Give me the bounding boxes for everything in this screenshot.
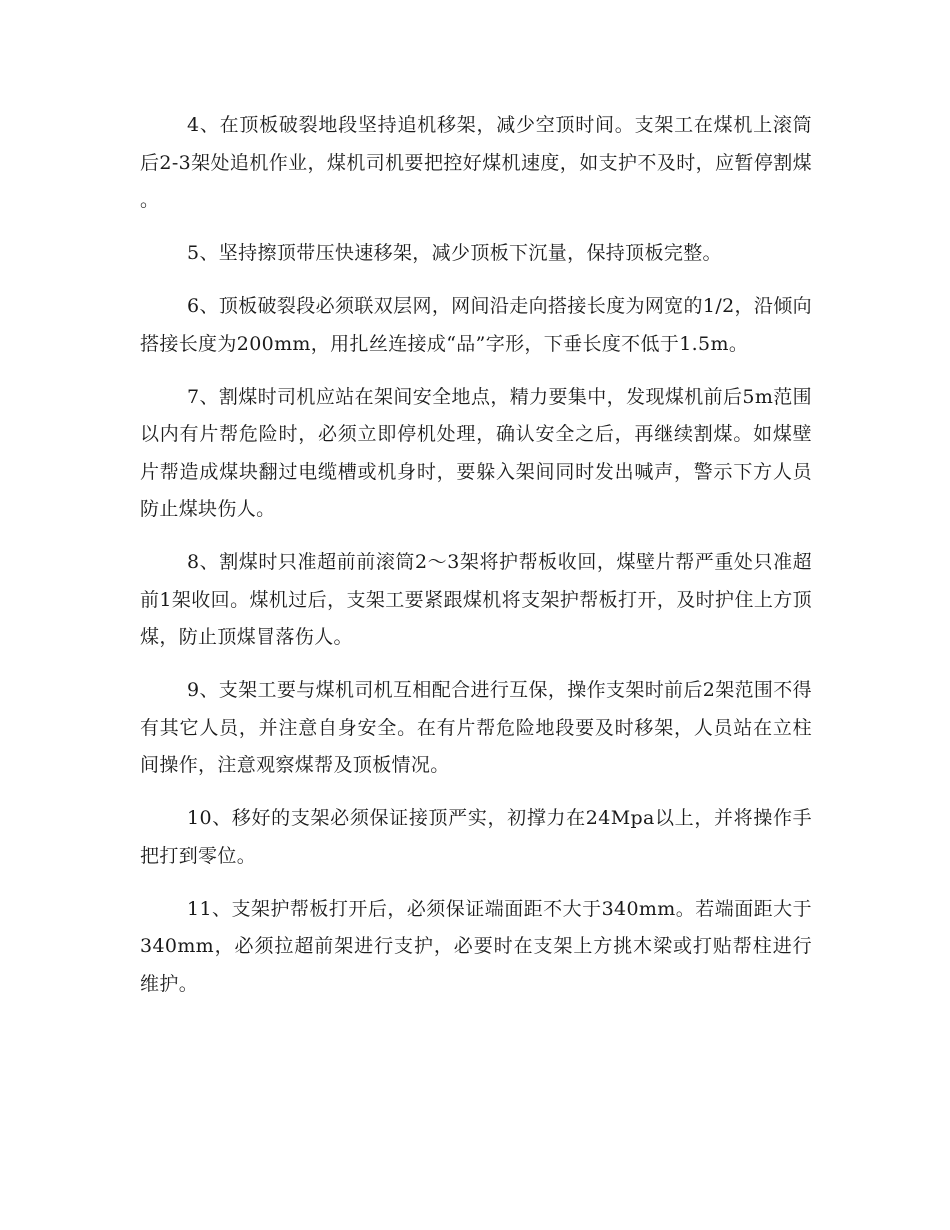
paragraph-item-9: 9、支架工要与煤机司机互相配合进行互保，操作支架时前后2架范围不得有其它人员，并注意自身安全。在有片帮危险地段要及时移架，人员站在立柱间操作，注意观察煤帮及顶板情况。 xyxy=(140,679,812,776)
paragraph-item-11: 11、支架护帮板打开后，必须保证端面距不大于340mm。若端面距大于340mm，必须拉超前架进行支护，必要时在支架上方挑木梁或打贴帮柱进行维护。 xyxy=(140,897,812,995)
paragraph-item-10: 10、移好的支架必须保证接顶严实，初撑力在24Mpa以上，并将操作手把打到零位。 xyxy=(140,807,812,867)
paragraph-item-4: 4、在顶板破裂地段坚持追机移架，减少空顶时间。支架工在煤机上滚筒后2-3架处追机作业，煤机司机要把控好煤机速度，如支护不及时，应暂停割煤。 xyxy=(140,114,812,211)
paragraph-item-6: 6、顶板破裂段必须联双层网，网间沿走向搭接长度为网宽的1/2，沿倾向搭接长度为200mm，用扎丝连接成“品”字形，下垂长度不低于1.5m。 xyxy=(140,295,812,355)
paragraph-item-5: 5、坚持擦顶带压快速移架，减少顶板下沉量，保持顶板完整。 xyxy=(187,242,722,264)
document-body xyxy=(140,107,812,1019)
paragraph-item-7: 7、割煤时司机应站在架间安全地点，精力要集中，发现煤机前后5m范围以内有片帮危险时，必须立即停机处理，确认安全之后，再继续割煤。如煤壁片帮造成煤块翻过电缆槽或机身时，要躲入架间同时发出喊声，警示下方人员防止煤块伤人。 xyxy=(140,385,812,520)
paragraph-item-8: 8、割煤时只准超前前滚筒2～3架将护帮板收回，煤壁片帮严重处只准超前1架收回。煤机过后，支架工要紧跟煤机将支架护帮板打开，及时护住上方顶煤，防止顶煤冒落伤人。 xyxy=(140,551,812,648)
